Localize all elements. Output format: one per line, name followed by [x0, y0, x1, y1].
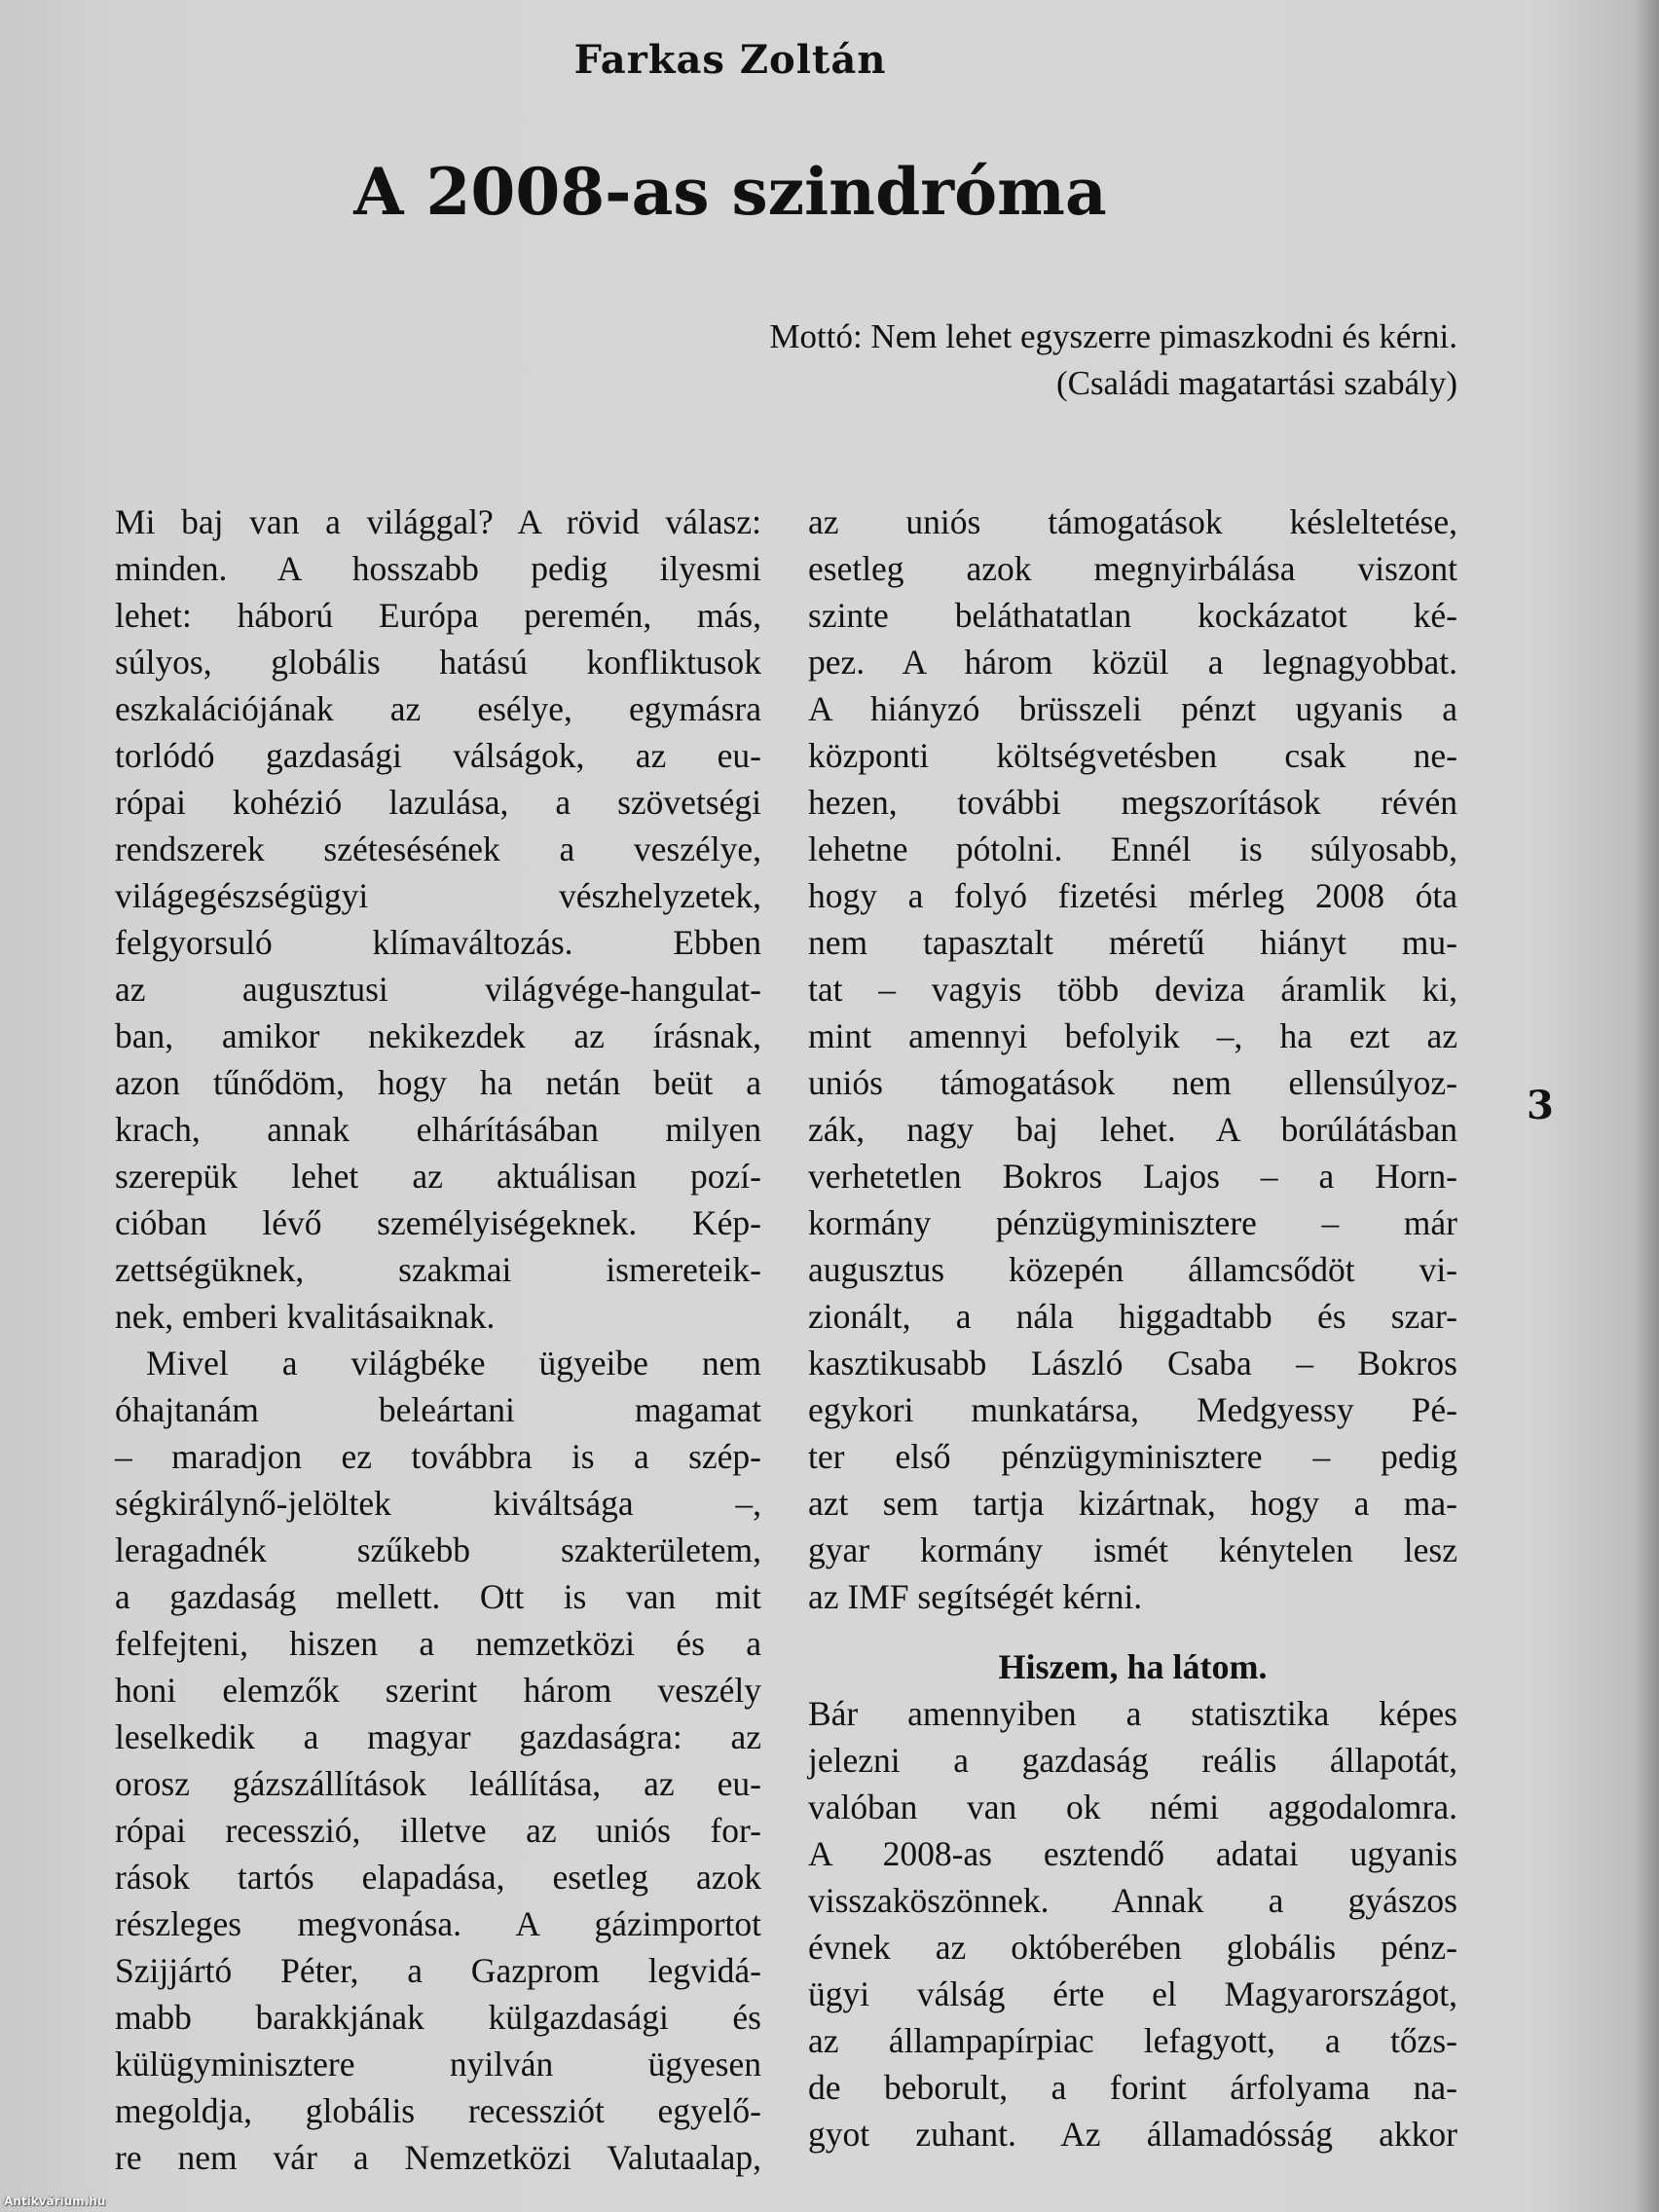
text-line: felfejteni, hiszen a nemzetközi és a — [115, 1624, 761, 1663]
text-line: zionált, a nála higgadtabb és szar- — [808, 1297, 1457, 1336]
text-line: nem tapasztalt méretű hiányt mu- — [808, 923, 1457, 962]
text-line: ban, amikor nekikezdek az írásnak, — [115, 1016, 761, 1055]
text-line: óhajtanám beleártani magamat — [115, 1390, 761, 1429]
text-line: uniós támogatások nem ellensúlyoz- — [808, 1063, 1457, 1102]
text-line: A hiányzó brüsszeli pénzt ugyanis a — [808, 689, 1457, 728]
text-line: pez. A három közül a legnagyobbat. — [808, 643, 1457, 682]
text-line: kormány pénzügyminisztere – már — [808, 1203, 1457, 1242]
text-line: kasztikusabb László Csaba – Bokros — [808, 1344, 1457, 1382]
text-line: Bár amennyiben a statisztika képes — [808, 1694, 1457, 1733]
motto — [769, 313, 1457, 407]
text-line: Szijjártó Péter, a Gazprom legvidá- — [115, 1951, 761, 1990]
text-line: az augusztusi világvége-hangulat- — [115, 970, 761, 1009]
paragraph — [115, 1340, 761, 2181]
paragraph — [115, 498, 761, 1340]
text-line: orosz gázszállítások leállítása, az eu- — [115, 1764, 761, 1803]
text-line: Mivel a világbéke ügyeibe nem — [146, 1344, 761, 1382]
text-line: mabb barakkjának külgazdasági és — [115, 1998, 761, 2037]
text-line: de beborult, a forint árfolyama na- — [808, 2068, 1457, 2107]
text-line: eszkalációjának az esélye, egymásra — [115, 689, 761, 728]
text-line: rópai recesszió, illetve az uniós for- — [115, 1811, 761, 1850]
text-line: lehetne pótolni. Ennél is súlyosabb, — [808, 830, 1457, 868]
text-line: központi költségvetésben csak ne- — [808, 736, 1457, 775]
text-line: egykori munkatársa, Medgyessy Pé- — [808, 1390, 1457, 1429]
right-column — [808, 498, 1457, 2157]
page-number: 3 — [1527, 1083, 1554, 1128]
text-line: évnek az októberében globális pénz- — [808, 1928, 1457, 1967]
text-line: szinte beláthatatlan kockázatot ké- — [808, 596, 1457, 635]
text-line: világegészségügyi vészhelyzetek, — [115, 876, 761, 915]
text-line: hogy a folyó fizetési mérleg 2008 óta — [808, 876, 1457, 915]
motto-source: (Családi magatartási szabály) — [1055, 364, 1457, 402]
text-line: külügyminisztere nyilván ügyesen — [115, 2045, 761, 2083]
article-title: A 2008-as szindróma — [353, 154, 1107, 230]
text-line: az IMF segítségét kérni. — [808, 1577, 1143, 1616]
text-line: gyar kormány ismét kénytelen lesz — [808, 1530, 1457, 1569]
text-line: minden. A hosszabb pedig ilyesmi — [115, 549, 761, 588]
text-line: zettségüknek, szakmai ismereteik- — [115, 1250, 761, 1289]
text-line: torlódó gazdasági válságok, az eu- — [115, 736, 761, 775]
text-line: esetleg azok megnyirbálása viszont — [808, 549, 1457, 588]
text-line: részleges megvonása. A gázimportot — [115, 1904, 761, 1943]
text-line: mint amennyi befolyik –, ha ezt az — [808, 1016, 1457, 1055]
text-line: re nem vár a Nemzetközi Valutaalap, — [115, 2138, 761, 2177]
text-line: hezen, további megszorítások révén — [808, 783, 1457, 822]
text-line: A 2008-as esztendő adatai ugyanis — [808, 1834, 1457, 1873]
text-line: súlyos, globális hatású konfliktusok — [115, 643, 761, 682]
paragraph — [808, 498, 1457, 1620]
text-line: visszaköszönnek. Annak a gyászos — [808, 1881, 1457, 1920]
text-line: zák, nagy baj lehet. A borúlátásban — [808, 1110, 1457, 1149]
left-column — [115, 498, 761, 2181]
text-line: krach, annak elhárításában milyen — [115, 1110, 761, 1149]
text-line: rópai kohézió lazulása, a szövetségi — [115, 783, 761, 822]
text-line: az állampapírpiac lefagyott, a tőzs- — [808, 2021, 1457, 2060]
text-line: gyot zuhant. Az államadósság akkor — [808, 2115, 1457, 2154]
text-line: lehet: háború Európa peremén, más, — [115, 596, 761, 635]
section-heading: Hiszem, ha látom. — [998, 1647, 1268, 1686]
text-line: ter első pénzügyminisztere – pedig — [808, 1437, 1457, 1476]
text-line: szerepük lehet az aktuálisan pozí- — [115, 1157, 761, 1196]
text-line: Mi baj van a világgal? A rövid válasz: — [115, 502, 761, 541]
text-line: az uniós támogatások késleltetése, — [808, 502, 1457, 541]
text-line: azon tűnődöm, hogy ha netán beüt a — [115, 1063, 761, 1102]
text-line: rások tartós elapadása, esetleg azok — [115, 1858, 761, 1897]
text-line: azt sem tartja kizártnak, hogy a ma- — [808, 1484, 1457, 1523]
text-line: cióban lévő személyiségeknek. Kép- — [115, 1203, 761, 1242]
text-line: rendszerek szétesésének a veszélye, — [115, 830, 761, 868]
text-line: nek, emberi kvalitásaiknak. — [115, 1297, 496, 1336]
text-line: augusztus közepén államcsődöt vi- — [808, 1250, 1457, 1289]
text-line: valóban van ok némi aggodalomra. — [808, 1788, 1457, 1826]
watermark-logo: Antikvárium.hu — [4, 2194, 106, 2208]
text-line: a gazdaság mellett. Ott is van mit — [115, 1577, 761, 1616]
paragraph — [808, 1690, 1457, 2157]
text-line: tat – vagyis több deviza áramlik ki, — [808, 970, 1457, 1009]
text-line: leragadnék szűkebb szakterületem, — [115, 1530, 761, 1569]
article-author: Farkas Zoltán — [573, 37, 887, 83]
text-line: megoldja, globális recessziót egyelő- — [115, 2091, 761, 2130]
text-line: felgyorsuló klímaváltozás. Ebben — [115, 923, 761, 962]
text-line: honi elemzők szerint három veszély — [115, 1671, 761, 1710]
text-line: ségkirálynő-jelöltek kiváltsága –, — [115, 1484, 761, 1523]
text-line: – maradjon ez továbbra is a szép- — [115, 1437, 761, 1476]
text-line: jelezni a gazdaság reális állapotát, — [808, 1741, 1457, 1780]
motto-quote: Mottó: Nem lehet egyszerre pimaszkodni és kérni. — [769, 317, 1457, 355]
text-line: leselkedik a magyar gazdaságra: az — [115, 1717, 761, 1756]
text-line: verhetetlen Bokros Lajos – a Horn- — [808, 1157, 1457, 1196]
text-line: ügyi válság érte el Magyarországot, — [808, 1974, 1457, 2013]
